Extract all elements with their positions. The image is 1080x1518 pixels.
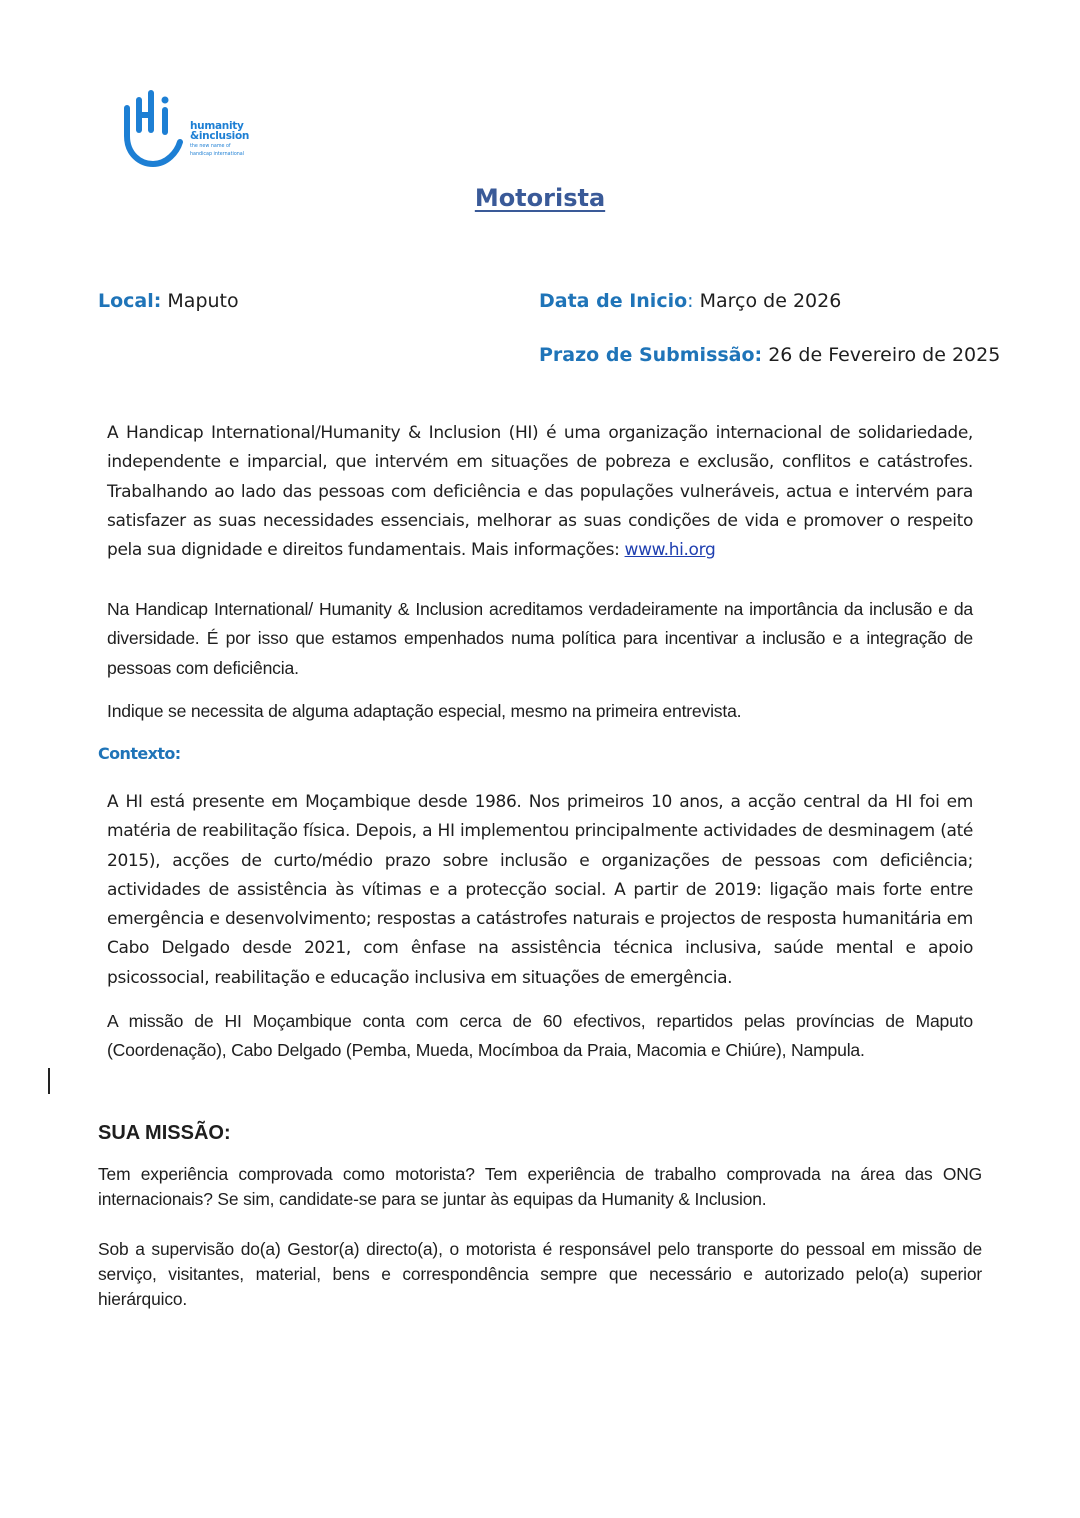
intro-paragraph-1-text: A Handicap International/Humanity & Inclusion (HI) é uma organização internacional de solidariedade, independente e imparcial, que intervém em situações de pobreza e exclusão, conflitos e catástrofes. Trabalhando ao lado das pessoas com deficiência e das populações vulneráveis, actua e intervém para satisfazer as suas necessidades essenciais, melhorar as suas condições de vida e promover o respeito pela sua dignidade e direitos fundamentais. Mais informações: (107, 423, 973, 561)
start-date-label: Data de Inicio (539, 290, 688, 312)
hi-logo (122, 88, 252, 168)
location-label: Local: (98, 290, 162, 312)
location-value: Maputo (167, 290, 239, 312)
deadline-field (539, 344, 1000, 366)
website-link[interactable]: www.hi.org (624, 540, 716, 561)
location-field (98, 290, 239, 312)
logo-name-line1: humanity (190, 120, 244, 132)
start-date-separator: : (687, 290, 694, 312)
mission-heading: SUA MISSÃO: (98, 1122, 231, 1144)
logo-name-line2: &inclusion (190, 130, 250, 142)
logo-tagline-line1: the new name of (190, 144, 231, 149)
context-paragraph-2: A missão de HI Moçambique conta com cerca de 60 efectivos, repartidos pelas províncias de Maputo (Coordenação), Cabo Delgado (Pemba, Mueda, Mocímboa da Praia, Macomia e Chiúre), Nampula. (107, 1011, 973, 1061)
title-text: Motorista (474, 184, 606, 212)
context-paragraph-1: A HI está presente em Moçambique desde 1986. Nos primeiros 10 anos, a acção central da HI foi em matéria de reabilitação física. Depois, a HI implementou principalmente actividades de desminagem (até 2015), acções de curto/médio prazo sobre inclusão e organizações de pessoas com deficiência; actividades de assistência às vítimas e a protecção social. A partir de 2019: ligação mais forte entre emergência e desenvolvimento; respostas a catástrofes naturais e projectos de resposta humanitária em Cabo Delgado desde 2021, com ênfase na assistência técnica inclusiva, saúde mental e apoio psicossocial, reabilitação e educação inclusiva em situações de emergência. (107, 792, 973, 988)
mission-paragraph-1: Tem experiência comprovada como motorista? Tem experiência de trabalho comprovada na área das ONG internacionais? Se sim, candidate-se para se juntar às equipas da Humanity & Inclusion. (98, 1164, 982, 1209)
page-title (0, 184, 1080, 212)
deadline-value: 26 de Fevereiro de 2025 (768, 344, 1001, 366)
intro-paragraph-1 (107, 419, 973, 565)
mission-paragraph-2: Sob a supervisão do(a) Gestor(a) directo(a), o motorista é responsável pelo transporte do pessoal em missão de serviço, visitantes, material, bens e correspondência sempre que necessário e autorizado pelo(a) superior hierárquico. (98, 1239, 982, 1309)
deadline-label: Prazo de Submissão: (539, 344, 763, 366)
start-date-value: Março de 2026 (699, 290, 842, 312)
intro-paragraph-2: Na Handicap International/ Humanity & Inclusion acreditamos verdadeiramente na importância da inclusão e da diversidade. É por isso que estamos empenhados numa política para incentivar a inclusão e a integração de pessoas com deficiência. (107, 599, 973, 678)
hand-logo-icon (122, 88, 184, 168)
logo-tagline-line2: handicap international (190, 152, 245, 157)
start-date-field (539, 290, 841, 312)
intro-paragraph-3: Indique se necessita de alguma adaptação especial, mesmo na primeira entrevista. (107, 701, 742, 721)
logo-wordmark (190, 121, 249, 157)
context-heading: Contexto: (98, 744, 181, 763)
text-cursor (48, 1068, 50, 1094)
